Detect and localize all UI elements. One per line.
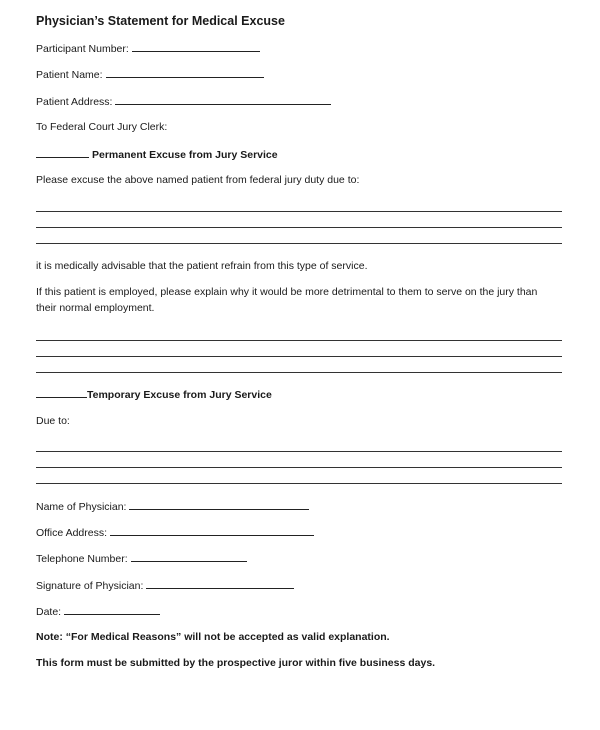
date-row <box>36 604 160 619</box>
signature-row <box>36 578 294 593</box>
temporary-excuse-label: Temporary Excuse from Jury Service <box>87 389 272 401</box>
temporary-excuse-checkline[interactable] <box>36 387 87 398</box>
participant-number-row <box>36 41 260 56</box>
temporary-line-1[interactable] <box>36 451 562 452</box>
temporary-prompt: Due to: <box>36 415 70 427</box>
employment-prompt-line-2: their normal employment. <box>36 302 155 314</box>
physician-name-label: Name of Physician: <box>36 501 127 513</box>
office-address-row <box>36 525 314 540</box>
temporary-line-3[interactable] <box>36 483 562 484</box>
patient-address-field[interactable] <box>115 94 331 105</box>
reason-line-1[interactable] <box>36 211 562 212</box>
deadline-note: This form must be submitted by the prospective juror within five business days. <box>36 657 436 669</box>
physician-name-row <box>36 499 309 514</box>
date-label: Date: <box>36 606 62 618</box>
note: Note: “For Medical Reasons” will not be accepted as valid explanation. <box>36 631 390 643</box>
signature-field[interactable] <box>146 578 294 589</box>
telephone-field[interactable] <box>131 551 247 562</box>
office-address-field[interactable] <box>110 525 314 536</box>
participant-number-field[interactable] <box>132 41 260 52</box>
telephone-label: Telephone Number: <box>36 553 128 565</box>
office-address-label: Office Address: <box>36 527 108 539</box>
patient-address-row <box>36 94 331 109</box>
page-title: Physician’s Statement for Medical Excuse <box>36 14 285 28</box>
employment-line-3[interactable] <box>36 372 562 373</box>
temporary-excuse-row <box>36 387 272 402</box>
salutation: To Federal Court Jury Clerk: <box>36 121 168 133</box>
patient-name-row <box>36 67 264 82</box>
employment-line-2[interactable] <box>36 356 562 357</box>
patient-name-label: Patient Name: <box>36 69 103 81</box>
telephone-row <box>36 551 247 566</box>
permanent-excuse-checkline[interactable] <box>36 147 89 158</box>
reason-line-2[interactable] <box>36 227 562 228</box>
employment-prompt-line-1: If this patient is employed, please explain why it would be more detrimental to them to serve on the jury than <box>36 286 538 298</box>
patient-address-label: Patient Address: <box>36 96 113 108</box>
signature-label: Signature of Physician: <box>36 580 144 592</box>
physician-name-field[interactable] <box>129 499 309 510</box>
permanent-prompt: Please excuse the above named patient from federal jury duty due to: <box>36 174 360 186</box>
employment-line-1[interactable] <box>36 340 562 341</box>
permanent-conclusion: it is medically advisable that the patient refrain from this type of service. <box>36 260 368 272</box>
temporary-line-2[interactable] <box>36 467 562 468</box>
permanent-excuse-row <box>36 147 278 162</box>
reason-line-3[interactable] <box>36 243 562 244</box>
patient-name-field[interactable] <box>106 67 264 78</box>
participant-number-label: Participant Number: <box>36 43 129 55</box>
date-field[interactable] <box>64 604 160 615</box>
permanent-excuse-label: Permanent Excuse from Jury Service <box>92 149 278 161</box>
